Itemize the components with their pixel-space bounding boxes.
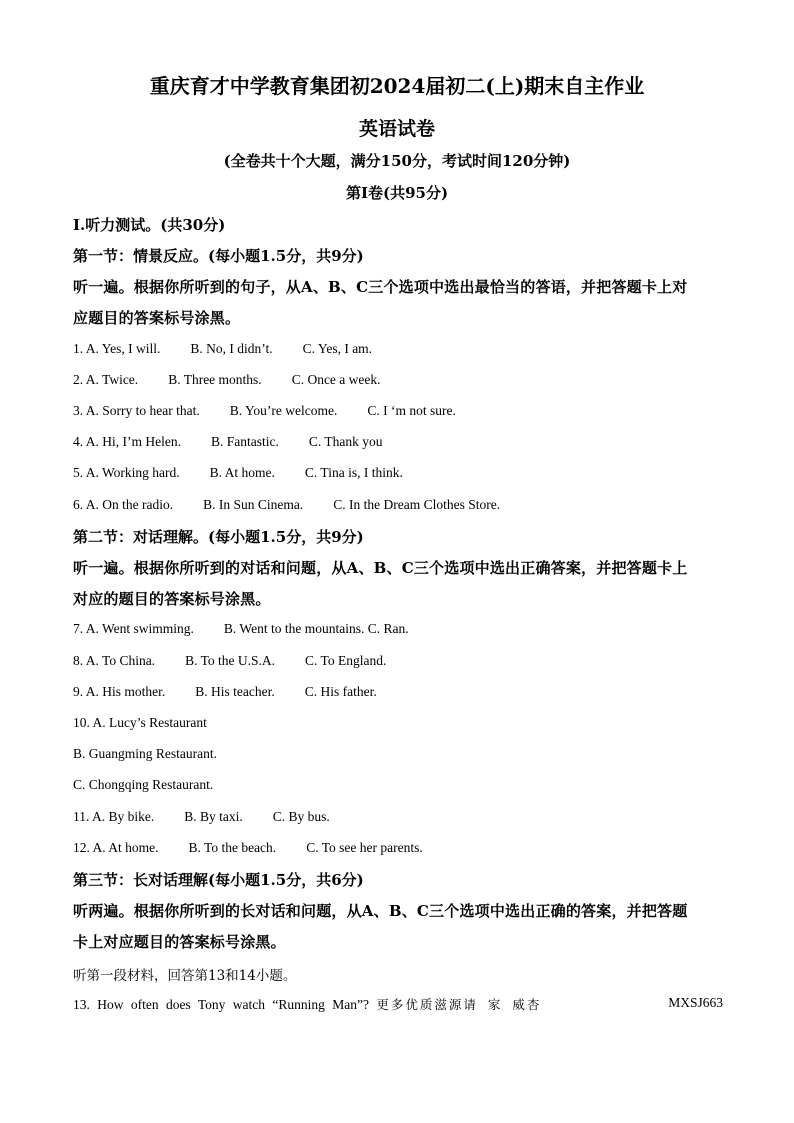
option-a: 6. A. On the radio. xyxy=(73,497,174,512)
option-c: C. In the Dream Clothes Store. xyxy=(333,497,501,512)
option-b: B. To the beach. xyxy=(188,840,277,855)
option-b: B. His teacher. xyxy=(195,684,275,699)
section2-instruction-line1: 听一遍。根据你所听到的对话和问题，从A、B、C三个选项中选出正确答案，并把答题卡上 xyxy=(73,559,688,577)
school-title: 重庆育才中学教育集团初2024届初二(上)期末自主作业 xyxy=(149,74,645,98)
option-a: 11. A. By bike. xyxy=(73,809,155,824)
option-c: C. Once a week. xyxy=(291,372,381,387)
section1-instruction-line2: 应题目的答案标号涂黑。 xyxy=(73,309,241,327)
question-2 xyxy=(73,372,723,388)
option-a: 12. A. At home. xyxy=(73,840,159,855)
question-11 xyxy=(73,809,723,825)
question-5 xyxy=(73,465,723,481)
section2-instruction-line2: 对应的题目的答案标号涂黑。 xyxy=(73,590,271,608)
section1-title: 第一节：情景反应。(每小题1.5分，共9分) xyxy=(73,247,364,265)
option-a: 1. A. Yes, I will. xyxy=(73,341,161,356)
option-b: B. By taxi. xyxy=(184,809,243,824)
option-a: 4. A. Hi, I’m Helen. xyxy=(73,434,181,449)
option-b: B. Three months. xyxy=(168,372,262,387)
option-b: B. Fantastic. xyxy=(210,434,279,449)
option-c: C. Tina is, I think. xyxy=(304,465,403,480)
option-c: C. To see her parents. xyxy=(306,840,423,855)
option-a: 5. A. Working hard. xyxy=(73,465,180,480)
question-12 xyxy=(73,840,723,856)
question-3 xyxy=(73,403,723,419)
option-c: C. His father. xyxy=(304,684,377,699)
question-4 xyxy=(73,434,723,450)
question-6 xyxy=(73,497,723,513)
question-8 xyxy=(73,653,723,669)
question-13 xyxy=(73,995,723,1013)
option-b: B. At home. xyxy=(209,465,275,480)
option-b: B. In Sun Cinema. xyxy=(203,497,304,512)
part1-title: I.听力测试。(共30分) xyxy=(73,216,226,234)
material-note: 听第一段材料，回答第13和14小题。 xyxy=(73,968,297,984)
option-a: 8. A. To China. xyxy=(73,653,156,668)
option-a: 2. A. Twice. xyxy=(73,372,139,387)
option-b: B. To the U.S.A. xyxy=(185,653,276,668)
question-10-option-c: C. Chongqing Restaurant. xyxy=(73,777,214,792)
question-10-option-a: 10. A. Lucy’s Restaurant xyxy=(73,715,207,730)
volume-title: 第I卷(共95分) xyxy=(345,184,449,202)
option-c: C. Yes, I am. xyxy=(302,341,373,356)
subject-title: 英语试卷 xyxy=(358,118,435,140)
watermark-text: 更多优质滋源请 家 威杏 xyxy=(376,997,542,1012)
option-c: C. To England. xyxy=(305,653,387,668)
question-9 xyxy=(73,684,723,700)
question-10-option-b: B. Guangming Restaurant. xyxy=(73,746,217,761)
section2-title: 第二节：对话理解。(每小题1.5分，共9分) xyxy=(73,528,364,546)
section1-instruction-line1: 听一遍。根据你所听到的句子，从A、B、C三个选项中选出最恰当的答语，并把答题卡上对 xyxy=(73,278,688,296)
section3-title: 第三节：长对话理解(每小题1.5分，共6分) xyxy=(73,871,364,889)
question-1 xyxy=(73,341,723,357)
question-7 xyxy=(73,621,723,637)
option-c: C. Thank you xyxy=(308,434,383,449)
exam-info: (全卷共十个大题，满分150分，考试时间120分钟) xyxy=(223,152,571,170)
option-a: 7. A. Went swimming. xyxy=(73,621,194,636)
section3-instruction-line2: 卡上对应题目的答案标号涂黑。 xyxy=(73,933,286,951)
option-b: B. You’re welcome. xyxy=(229,403,338,418)
option-c: C. I ‘m not sure. xyxy=(367,403,456,418)
question-13-text: 13. How often does Tony watch “Running Man”? xyxy=(73,997,370,1012)
option-c: C. By bus. xyxy=(272,809,330,824)
section3-instruction-line1: 听两遍。根据你所听到的长对话和问题，从A、B、C三个选项中选出正确的答案，并把答题 xyxy=(73,902,688,920)
watermark-code: MXSJ663 xyxy=(668,995,723,1010)
option-a: 9. A. His mother. xyxy=(73,684,166,699)
option-b: B. No, I didn’t. xyxy=(190,341,273,356)
option-b-c: B. Went to the mountains. C. Ran. xyxy=(223,621,409,636)
option-a: 3. A. Sorry to hear that. xyxy=(73,403,200,418)
